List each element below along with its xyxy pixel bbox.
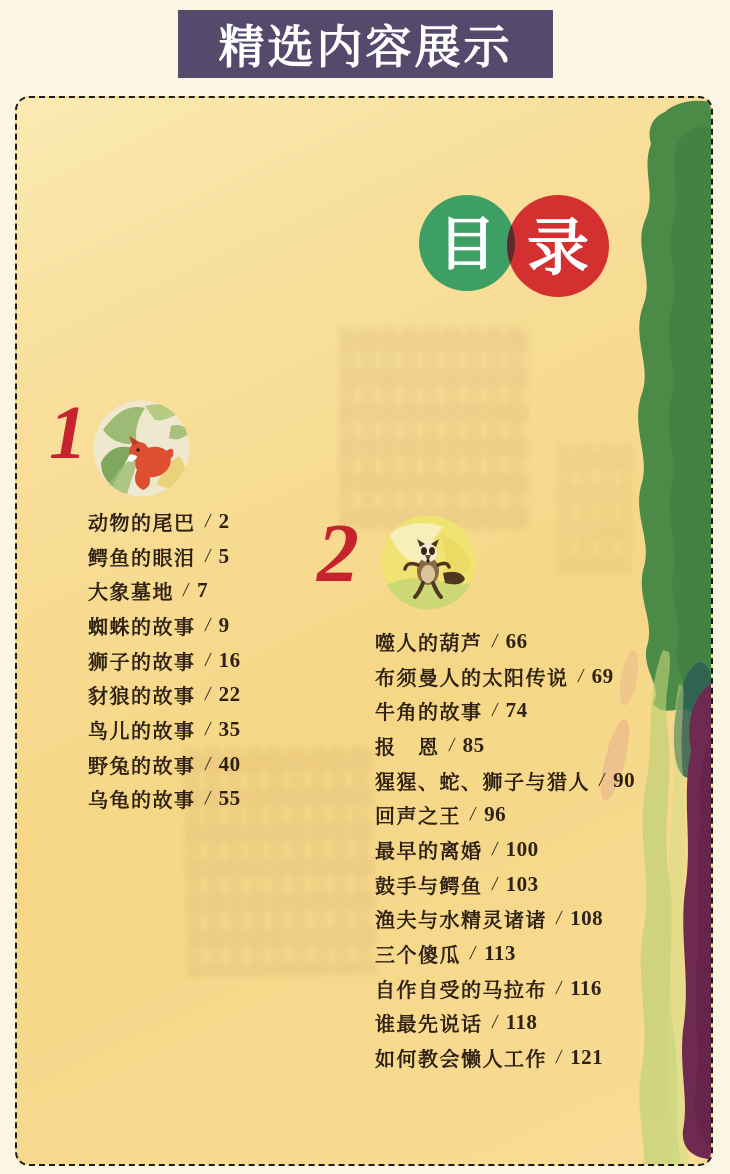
toc-item bbox=[88, 782, 241, 817]
toc-item-page-number: 35 bbox=[218, 716, 241, 741]
toc-item-separator: / bbox=[490, 699, 501, 722]
toc-item-page-number: 121 bbox=[570, 1045, 604, 1070]
toc-item-separator: / bbox=[554, 976, 565, 999]
toc-item-page-number: 7 bbox=[197, 578, 209, 603]
toc-item-title: 如何教会懒人工作 bbox=[375, 1049, 547, 1072]
toc-item bbox=[375, 902, 635, 937]
toc-item-page-number: 66 bbox=[505, 628, 528, 653]
toc-item-page-number: 55 bbox=[218, 786, 241, 811]
header-title: 精选内容展示 bbox=[218, 21, 513, 73]
toc-item-title: 渔夫与水精灵诸诸 bbox=[375, 910, 547, 933]
toc-item bbox=[88, 712, 241, 747]
toc-item-title: 鳄鱼的眼泪 bbox=[88, 547, 196, 570]
toc-item bbox=[375, 797, 635, 832]
toc-item-separator: / bbox=[447, 733, 458, 756]
toc-item-title: 最早的离婚 bbox=[375, 840, 483, 863]
toc-item-page-number: 16 bbox=[218, 647, 241, 672]
raccoon-illustration bbox=[381, 515, 476, 610]
toc-item bbox=[375, 971, 635, 1006]
toc-item-separator: / bbox=[554, 907, 565, 930]
toc-item-page-number: 22 bbox=[218, 682, 241, 707]
toc-item-title: 噬人的葫芦 bbox=[375, 632, 483, 655]
toc-item-page-number: 90 bbox=[613, 767, 636, 792]
toc-item-separator: / bbox=[490, 629, 501, 652]
toc-item bbox=[88, 504, 241, 539]
toc-item bbox=[375, 624, 635, 659]
toc-item-title: 猩猩、蛇、狮子与猎人 bbox=[375, 771, 590, 794]
fox-illustration bbox=[93, 400, 190, 497]
section-1-number: 1 bbox=[49, 391, 87, 475]
section-2-number: 2 bbox=[317, 507, 359, 600]
toc-item-title: 狮子的故事 bbox=[88, 651, 196, 674]
toc-item-page-number: 108 bbox=[570, 906, 604, 931]
toc-item-title: 乌龟的故事 bbox=[88, 790, 196, 813]
toc-item-page-number: 9 bbox=[218, 612, 230, 637]
toc-item-page-number: 40 bbox=[218, 751, 241, 776]
toc-item bbox=[375, 763, 635, 798]
toc-item-separator: / bbox=[468, 803, 479, 826]
toc-item-page-number: 118 bbox=[505, 1010, 538, 1035]
toc-item-page-number: 5 bbox=[218, 543, 230, 568]
bleed-through-smudge bbox=[339, 326, 529, 531]
toc-item-separator: / bbox=[203, 648, 214, 671]
toc-item-page-number: 69 bbox=[591, 663, 614, 688]
toc-item-separator: / bbox=[203, 787, 214, 810]
toc-item bbox=[88, 573, 241, 608]
toc-title-badge bbox=[413, 190, 623, 302]
section-2-list bbox=[375, 624, 635, 1075]
toc-item-separator: / bbox=[597, 768, 608, 791]
toc-item-page-number: 85 bbox=[462, 732, 485, 757]
toc-item-separator: / bbox=[468, 942, 479, 965]
toc-item-title: 豺狼的故事 bbox=[88, 686, 196, 709]
toc-item-title: 谁最先说话 bbox=[375, 1014, 483, 1037]
toc-item-separator: / bbox=[554, 1046, 565, 1069]
toc-item-separator: / bbox=[203, 509, 214, 532]
toc-item bbox=[375, 1006, 635, 1041]
toc-item-title: 三个傻瓜 bbox=[375, 945, 461, 968]
toc-item-page-number: 103 bbox=[505, 871, 539, 896]
toc-item bbox=[375, 936, 635, 971]
toc-item-page-number: 2 bbox=[218, 508, 230, 533]
toc-item-page-number: 96 bbox=[484, 802, 507, 827]
toc-item-title: 大象墓地 bbox=[88, 582, 174, 605]
toc-item bbox=[375, 659, 635, 694]
toc-item bbox=[88, 677, 241, 712]
toc-char-lu: 录 bbox=[526, 215, 590, 283]
toc-item-separator: / bbox=[203, 544, 214, 567]
toc-item-separator: / bbox=[490, 837, 501, 860]
toc-item-separator: / bbox=[490, 872, 501, 895]
toc-item bbox=[375, 832, 635, 867]
toc-item-separator: / bbox=[203, 613, 214, 636]
toc-item-title: 动物的尾巴 bbox=[88, 512, 196, 535]
toc-item bbox=[375, 1040, 635, 1075]
toc-item-separator: / bbox=[181, 579, 192, 602]
toc-item-title: 回声之王 bbox=[375, 806, 461, 829]
toc-item-separator: / bbox=[203, 752, 214, 775]
toc-item-page-number: 74 bbox=[505, 698, 528, 723]
toc-item-page-number: 116 bbox=[570, 975, 602, 1000]
toc-item-title: 自作自受的马拉布 bbox=[375, 979, 547, 1002]
toc-item-separator: / bbox=[203, 683, 214, 706]
toc-item-title: 报 恩 bbox=[375, 736, 440, 759]
toc-item-page-number: 100 bbox=[505, 836, 539, 861]
toc-item-title: 鼓手与鳄鱼 bbox=[375, 875, 483, 898]
toc-item-title: 布须曼人的太阳传说 bbox=[375, 667, 569, 690]
toc-item-title: 牛角的故事 bbox=[375, 702, 483, 725]
toc-item-separator: / bbox=[203, 717, 214, 740]
toc-item-title: 野兔的故事 bbox=[88, 755, 196, 778]
toc-char-mu: 目 bbox=[437, 212, 497, 277]
toc-item bbox=[375, 728, 635, 763]
toc-item bbox=[88, 539, 241, 574]
toc-item-page-number: 113 bbox=[484, 941, 516, 966]
toc-item bbox=[88, 643, 241, 678]
toc-item bbox=[88, 747, 241, 782]
toc-item bbox=[88, 608, 241, 643]
toc-item-title: 鸟儿的故事 bbox=[88, 720, 196, 743]
toc-item bbox=[375, 693, 635, 728]
section-1-list bbox=[88, 504, 241, 816]
toc-item-separator: / bbox=[490, 1011, 501, 1034]
toc-item-title: 蜘蛛的故事 bbox=[88, 616, 196, 639]
book-page-scan bbox=[15, 96, 713, 1166]
header-banner bbox=[178, 10, 553, 78]
toc-item bbox=[375, 867, 635, 902]
toc-item-separator: / bbox=[576, 664, 587, 687]
